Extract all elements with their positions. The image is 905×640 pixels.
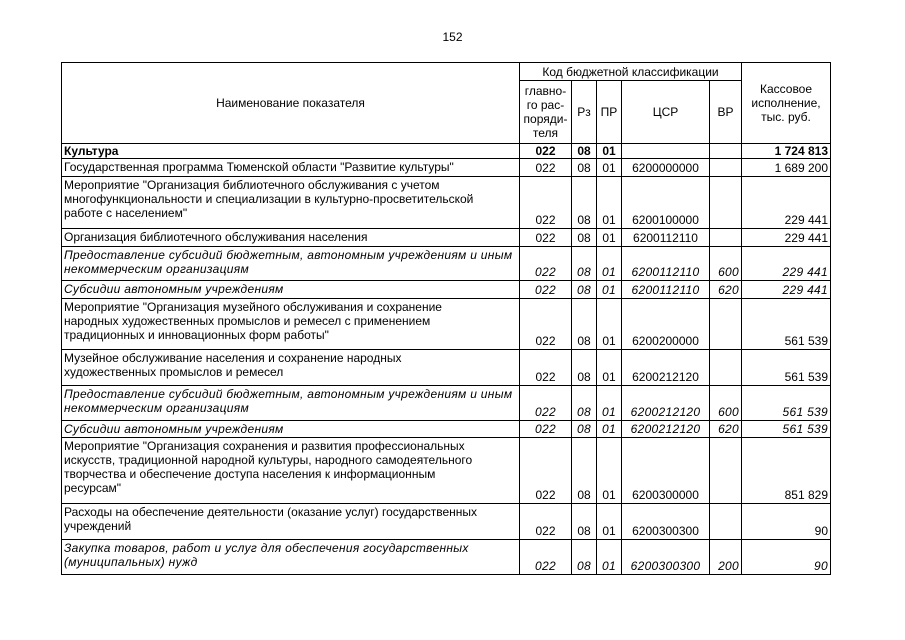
indicator-name-cell: Мероприятие "Организация библиотечного обслуживания с учетом многофункциональности и специализации в культурно-просветительской работе с населением" bbox=[62, 177, 520, 229]
indicator-name-cell: Мероприятие "Организация сохранения и развития профессиональных искусств, традиционной народной культуры, народного самодеятельного творчества и обеспечение доступа населения к информационным ресурсам" bbox=[62, 438, 520, 504]
subsection-code-cell: 01 bbox=[597, 144, 622, 159]
section-code-cell: 08 bbox=[572, 177, 597, 229]
target-article-code-cell: 6200300300 bbox=[622, 540, 710, 575]
chief-administrator-code-cell: 022 bbox=[520, 177, 572, 229]
cash-execution-cell: 229 441 bbox=[742, 229, 831, 247]
cash-execution-cell: 1 724 813 bbox=[742, 144, 831, 159]
cash-execution-cell: 561 539 bbox=[742, 421, 831, 438]
expense-type-code-cell bbox=[710, 350, 742, 386]
indicator-name-cell: Предоставление субсидий бюджетным, автономным учреждениям и иным некоммерческим организациям bbox=[62, 386, 520, 421]
header-subsection: ПР bbox=[597, 81, 622, 144]
expense-type-code-cell: 600 bbox=[710, 247, 742, 281]
target-article-code-cell: 6200212120 bbox=[622, 350, 710, 386]
subsection-code-cell: 01 bbox=[597, 421, 622, 438]
section-code-cell: 08 bbox=[572, 247, 597, 281]
subsection-code-cell: 01 bbox=[597, 350, 622, 386]
chief-administrator-code-cell: 022 bbox=[520, 386, 572, 421]
subsection-code-cell: 01 bbox=[597, 281, 622, 299]
expense-type-code-cell bbox=[710, 229, 742, 247]
table-row bbox=[62, 438, 831, 504]
expense-type-code-cell: 200 bbox=[710, 540, 742, 575]
expense-type-code-cell bbox=[710, 299, 742, 350]
header-budget-classification-code: Код бюджетной классификации bbox=[520, 63, 742, 81]
header-cash-execution: Кассовое исполнение, тыс. руб. bbox=[742, 63, 831, 144]
expense-type-code-cell: 620 bbox=[710, 281, 742, 299]
indicator-name-cell: Субсидии автономным учреждениям bbox=[62, 421, 520, 438]
target-article-code-cell: 6200212120 bbox=[622, 421, 710, 438]
target-article-code-cell: 6200000000 bbox=[622, 159, 710, 177]
section-code-cell: 08 bbox=[572, 229, 597, 247]
chief-administrator-code-cell: 022 bbox=[520, 281, 572, 299]
target-article-code-cell: 6200212120 bbox=[622, 386, 710, 421]
chief-administrator-code-cell: 022 bbox=[520, 299, 572, 350]
cash-execution-cell: 1 689 200 bbox=[742, 159, 831, 177]
section-code-cell: 08 bbox=[572, 350, 597, 386]
cash-execution-cell: 561 539 bbox=[742, 299, 831, 350]
subsection-code-cell: 01 bbox=[597, 247, 622, 281]
section-code-cell: 08 bbox=[572, 421, 597, 438]
chief-administrator-code-cell: 022 bbox=[520, 229, 572, 247]
header-chief-administrator: главно- го рас- поряди- теля bbox=[520, 81, 572, 144]
section-code-cell: 08 bbox=[572, 281, 597, 299]
table-row bbox=[62, 281, 831, 299]
chief-administrator-code-cell: 022 bbox=[520, 438, 572, 504]
section-code-cell: 08 bbox=[572, 159, 597, 177]
indicator-name-cell: Музейное обслуживание населения и сохранение народных художественных промыслов и ремесел bbox=[62, 350, 520, 386]
section-code-cell: 08 bbox=[572, 504, 597, 540]
subsection-code-cell: 01 bbox=[597, 540, 622, 575]
cash-execution-cell: 90 bbox=[742, 504, 831, 540]
indicator-name-cell: Расходы на обеспечение деятельности (оказание услуг) государственных учреждений bbox=[62, 504, 520, 540]
target-article-code-cell: 6200300000 bbox=[622, 438, 710, 504]
chief-administrator-code-cell: 022 bbox=[520, 504, 572, 540]
chief-administrator-code-cell: 022 bbox=[520, 540, 572, 575]
indicator-name-cell: Культура bbox=[62, 144, 520, 159]
cash-execution-cell: 561 539 bbox=[742, 350, 831, 386]
chief-administrator-code-cell: 022 bbox=[520, 144, 572, 159]
table-row bbox=[62, 177, 831, 229]
indicator-name-cell: Государственная программа Тюменской области "Развитие культуры" bbox=[62, 159, 520, 177]
section-code-cell: 08 bbox=[572, 438, 597, 504]
section-code-cell: 08 bbox=[572, 540, 597, 575]
table-row bbox=[62, 504, 831, 540]
cash-execution-cell: 229 441 bbox=[742, 281, 831, 299]
table-row bbox=[62, 247, 831, 281]
expense-type-code-cell bbox=[710, 438, 742, 504]
table-row bbox=[62, 421, 831, 438]
subsection-code-cell: 01 bbox=[597, 159, 622, 177]
table-row bbox=[62, 299, 831, 350]
header-section: Рз bbox=[572, 81, 597, 144]
cash-execution-cell: 561 539 bbox=[742, 386, 831, 421]
expense-type-code-cell bbox=[710, 504, 742, 540]
target-article-code-cell: 6200112110 bbox=[622, 281, 710, 299]
expense-type-code-cell: 600 bbox=[710, 386, 742, 421]
budget-execution-table bbox=[61, 62, 831, 575]
expense-type-code-cell bbox=[710, 144, 742, 159]
section-code-cell: 08 bbox=[572, 299, 597, 350]
chief-administrator-code-cell: 022 bbox=[520, 421, 572, 438]
chief-administrator-code-cell: 022 bbox=[520, 159, 572, 177]
expense-type-code-cell bbox=[710, 177, 742, 229]
subsection-code-cell: 01 bbox=[597, 177, 622, 229]
cash-execution-cell: 229 441 bbox=[742, 247, 831, 281]
indicator-name-cell: Мероприятие "Организация музейного обслуживания и сохранение народных художественных промыслов и ремесел с применением традиционных и инновационных форм работы" bbox=[62, 299, 520, 350]
target-article-code-cell: 6200112110 bbox=[622, 229, 710, 247]
target-article-code-cell: 6200300300 bbox=[622, 504, 710, 540]
cash-execution-cell: 851 829 bbox=[742, 438, 831, 504]
header-indicator-name: Наименование показателя bbox=[62, 63, 520, 144]
indicator-name-cell: Организация библиотечного обслуживания населения bbox=[62, 229, 520, 247]
header-row-top bbox=[62, 63, 831, 81]
target-article-code-cell: 6200100000 bbox=[622, 177, 710, 229]
target-article-code-cell: 6200200000 bbox=[622, 299, 710, 350]
table-row bbox=[62, 229, 831, 247]
table-row bbox=[62, 540, 831, 575]
subsection-code-cell: 01 bbox=[597, 504, 622, 540]
table-row bbox=[62, 350, 831, 386]
target-article-code-cell: 6200112110 bbox=[622, 247, 710, 281]
subsection-code-cell: 01 bbox=[597, 229, 622, 247]
section-code-cell: 08 bbox=[572, 144, 597, 159]
indicator-name-cell: Закупка товаров, работ и услуг для обеспечения государственных (муниципальных) нужд bbox=[62, 540, 520, 575]
indicator-name-cell: Субсидии автономным учреждениям bbox=[62, 281, 520, 299]
table-row bbox=[62, 159, 831, 177]
header-expense-type: ВР bbox=[710, 81, 742, 144]
table-row bbox=[62, 386, 831, 421]
subsection-code-cell: 01 bbox=[597, 299, 622, 350]
section-code-cell: 08 bbox=[572, 386, 597, 421]
cash-execution-cell: 90 bbox=[742, 540, 831, 575]
header-target-article: ЦСР bbox=[622, 81, 710, 144]
chief-administrator-code-cell: 022 bbox=[520, 350, 572, 386]
chief-administrator-code-cell: 022 bbox=[520, 247, 572, 281]
indicator-name-cell: Предоставление субсидий бюджетным, автономным учреждениям и иным некоммерческим организациям bbox=[62, 247, 520, 281]
page-number: 152 bbox=[442, 30, 463, 44]
expense-type-code-cell bbox=[710, 159, 742, 177]
cash-execution-cell: 229 441 bbox=[742, 177, 831, 229]
subsection-code-cell: 01 bbox=[597, 438, 622, 504]
table-row bbox=[62, 144, 831, 159]
target-article-code-cell bbox=[622, 144, 710, 159]
subsection-code-cell: 01 bbox=[597, 386, 622, 421]
expense-type-code-cell: 620 bbox=[710, 421, 742, 438]
